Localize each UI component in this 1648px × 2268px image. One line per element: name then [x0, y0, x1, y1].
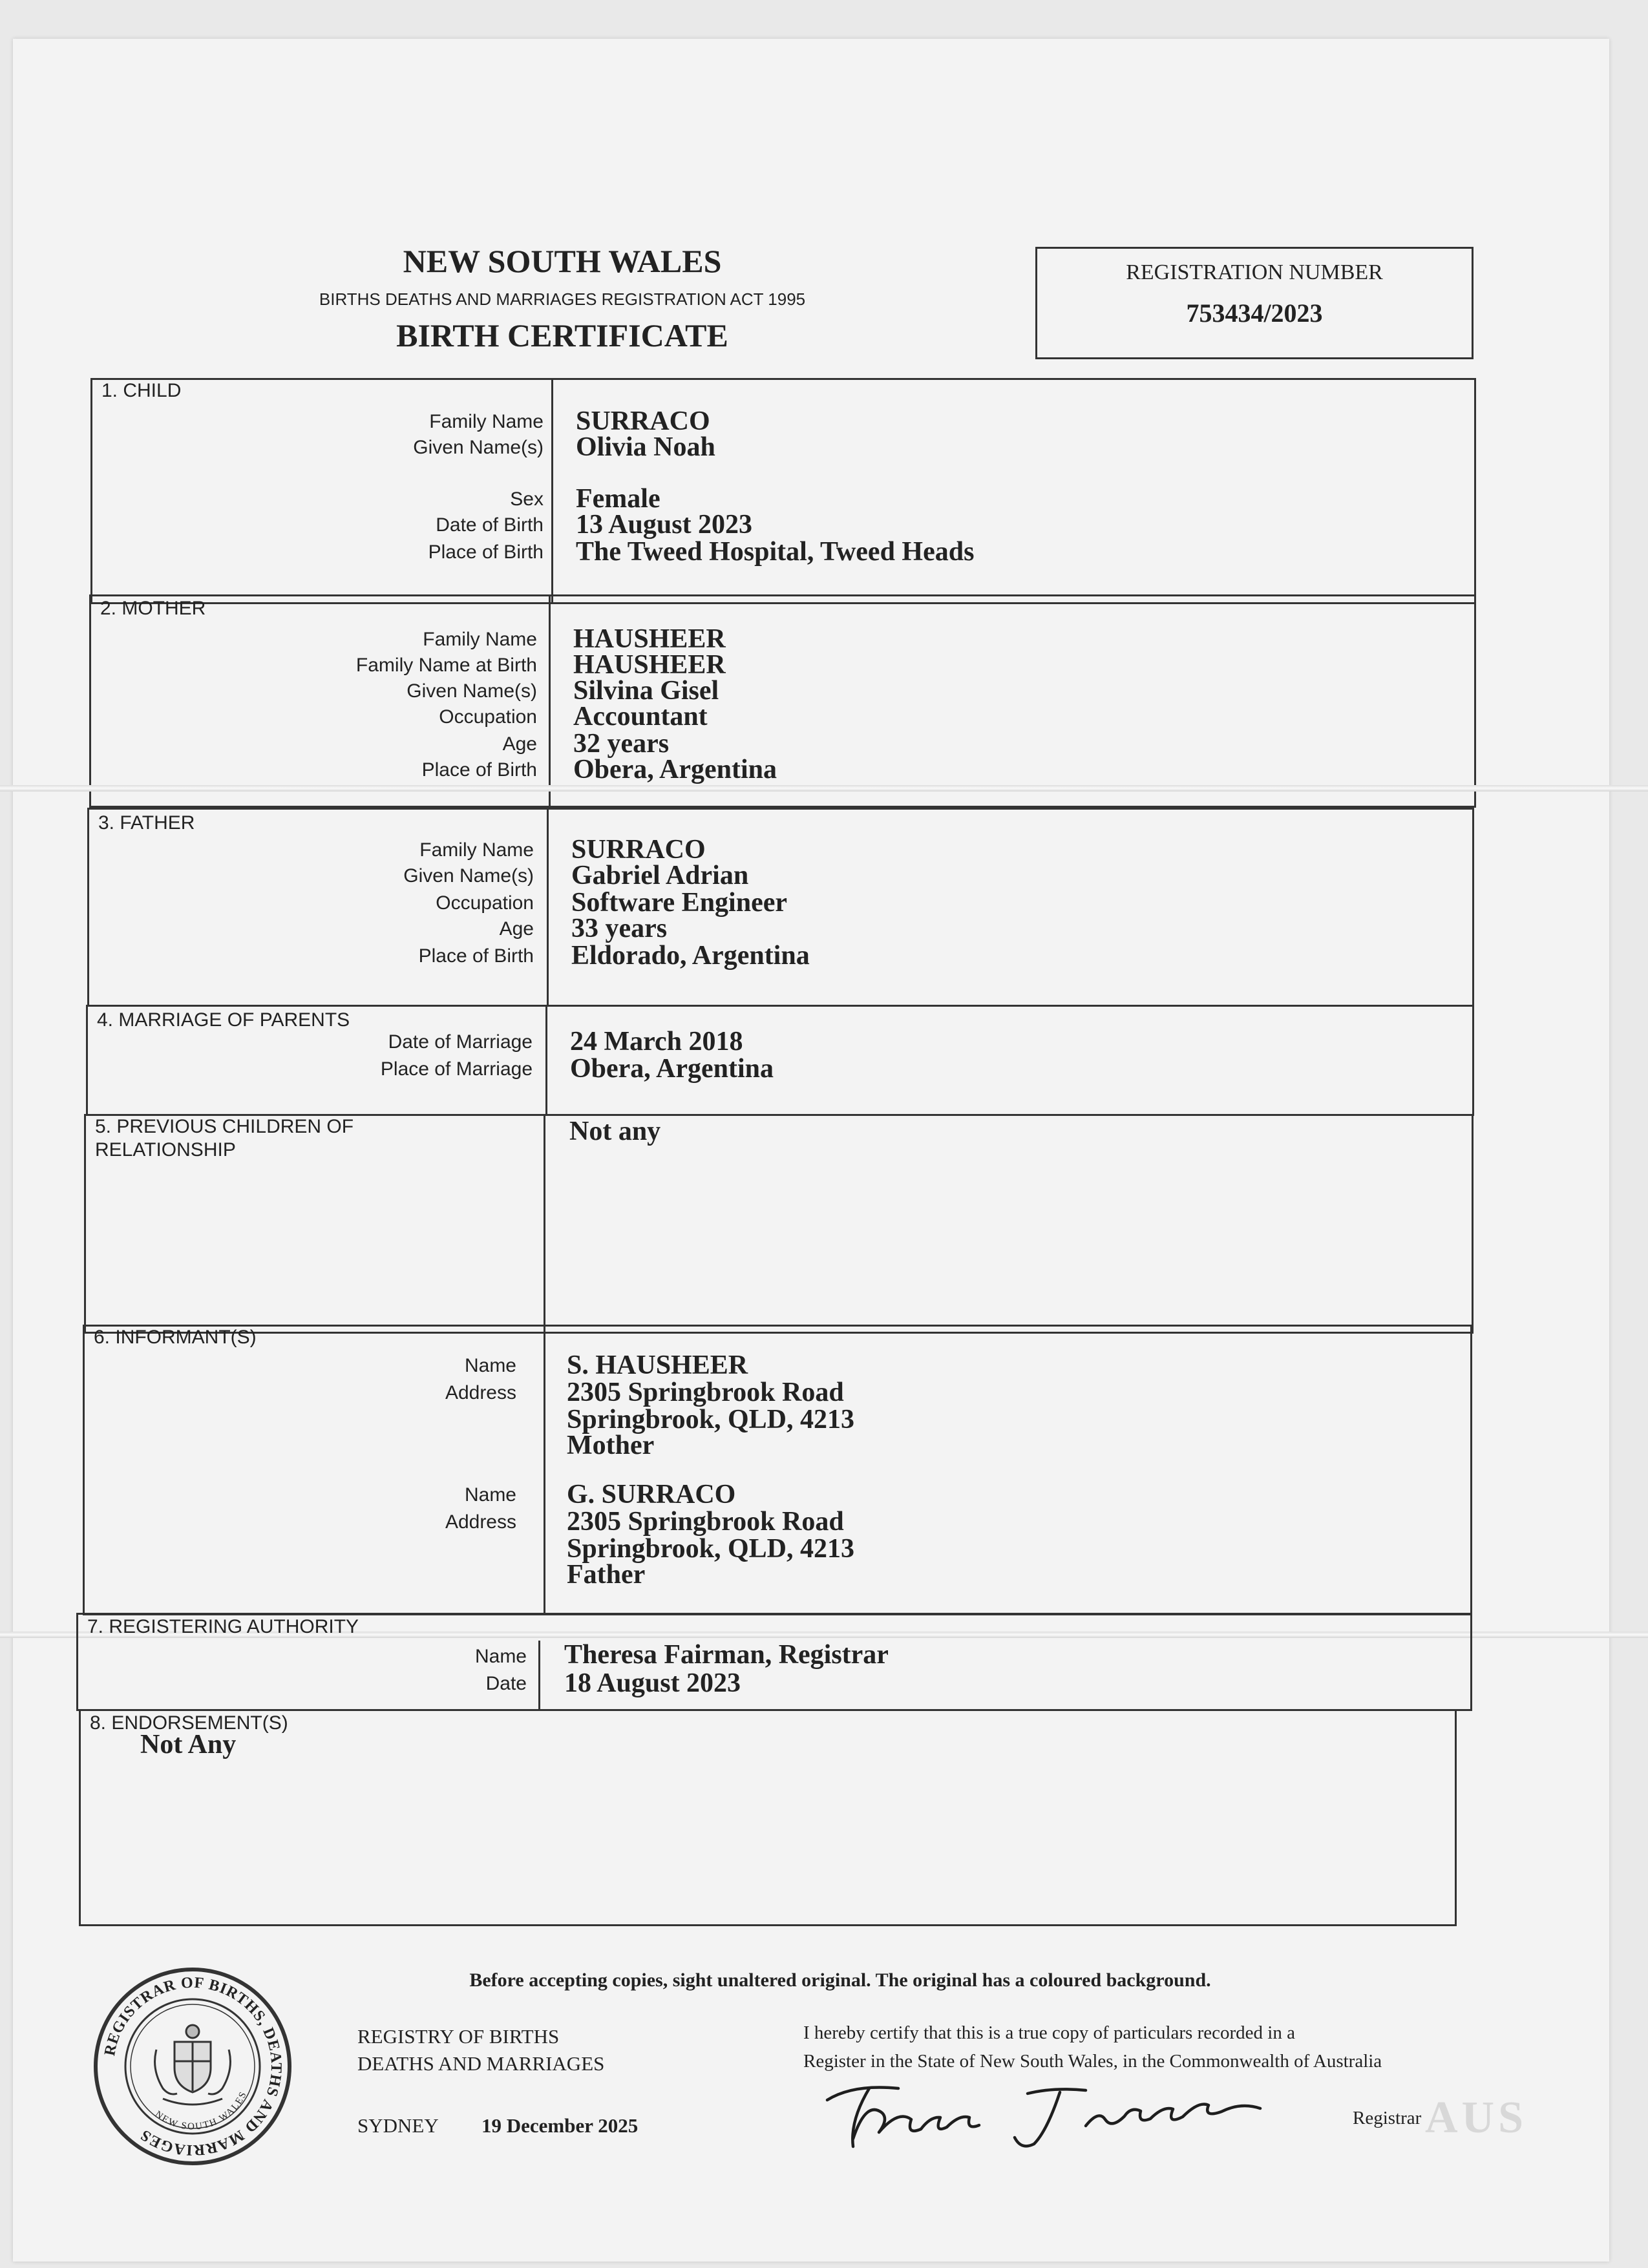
- section-title: 2. MOTHER: [100, 598, 206, 619]
- field-label: Date of Marriage: [388, 1031, 533, 1053]
- registrar-signature: [814, 2074, 1318, 2158]
- mother-place-of-birth: Obera, Argentina: [573, 755, 777, 784]
- field-label: Occupation: [436, 892, 534, 914]
- paper-fold: [0, 785, 1648, 792]
- field-label: Place of Birth: [421, 759, 537, 781]
- child-given-names: Olivia Noah: [576, 432, 715, 462]
- field-label: Family Name: [423, 629, 537, 650]
- issue-date: 19 December 2025: [481, 2114, 639, 2137]
- father-given-names: Gabriel Adrian: [571, 861, 749, 890]
- field-label: Age: [502, 733, 537, 755]
- svg-text:NEW SOUTH WALES: [153, 2090, 249, 2132]
- field-label: Age: [499, 918, 534, 940]
- field-label: Address: [445, 1511, 516, 1533]
- field-label: Name: [474, 1646, 527, 1667]
- field-label: Place of Birth: [418, 945, 534, 967]
- certification-line2: Register in the State of New South Wales, in the Commonwealth of Australia: [803, 2051, 1382, 2072]
- informant-1-address-line2: Springbrook, QLD, 4213: [567, 1405, 854, 1434]
- field-label: Given Name(s): [407, 680, 537, 702]
- issue-city: SYDNEY: [357, 2114, 439, 2137]
- child-place-of-birth: The Tweed Hospital, Tweed Heads: [576, 537, 975, 567]
- section-title: 1. CHILD: [101, 380, 182, 401]
- document-title: BIRTH CERTIFICATE: [396, 317, 728, 353]
- field-label: Sex: [510, 488, 544, 510]
- section-title: 8. ENDORSEMENT(S): [90, 1712, 288, 1734]
- informant-1-relation: Mother: [567, 1431, 655, 1460]
- seal-inner-text: NEW SOUTH WALES: [153, 2089, 249, 2132]
- informant-2-address-line2: Springbrook, QLD, 4213: [567, 1534, 854, 1564]
- section-title: 4. MARRIAGE OF PARENTS: [97, 1009, 350, 1031]
- field-label: Date: [485, 1673, 527, 1694]
- registry-name-line2: DEATHS AND MARRIAGES: [357, 2052, 605, 2075]
- section-title: 5. PREVIOUS CHILDREN OF: [95, 1116, 354, 1137]
- section-title-line2: RELATIONSHIP: [95, 1139, 236, 1160]
- informant-2-relation: Father: [567, 1560, 646, 1590]
- section-father: [87, 808, 1474, 1007]
- certification-line1: I hereby certify that this is a true copy of particulars recorded in a: [803, 2022, 1295, 2043]
- section-mother: [89, 594, 1476, 808]
- registration-number: 753434/2023: [1186, 299, 1323, 328]
- father-age: 33 years: [571, 914, 668, 943]
- mother-given-names: Silvina Gisel: [573, 676, 719, 706]
- section-child: [90, 378, 1476, 604]
- state-title: NEW SOUTH WALES: [403, 243, 722, 279]
- field-label: Given Name(s): [403, 865, 534, 887]
- field-label: Place of Marriage: [380, 1058, 533, 1080]
- field-label: Address: [445, 1382, 516, 1403]
- father-occupation: Software Engineer: [571, 888, 788, 918]
- section-registering-authority: [76, 1613, 1472, 1711]
- registrar-label: Registrar: [1353, 2108, 1422, 2128]
- section-title: 6. INFORMANT(S): [94, 1327, 257, 1348]
- field-label: Name: [464, 1355, 516, 1376]
- informant-2-name: G. SURRACO: [567, 1480, 736, 1509]
- child-sex: Female: [576, 484, 660, 514]
- mother-occupation: Accountant: [573, 702, 708, 731]
- child-date-of-birth: 13 August 2023: [576, 510, 753, 540]
- field-label: Family Name: [419, 839, 534, 861]
- section-title: 3. FATHER: [98, 812, 195, 834]
- registration-date: 18 August 2023: [564, 1668, 741, 1698]
- coat-of-arms-icon: [155, 2025, 231, 2105]
- section-title: 7. REGISTERING AUTHORITY: [87, 1616, 359, 1637]
- father-family-name: SURRACO: [571, 835, 706, 865]
- section-previous-children: [84, 1114, 1474, 1334]
- mother-age: 32 years: [573, 729, 670, 759]
- field-label: Given Name(s): [413, 437, 544, 458]
- father-place-of-birth: Eldorado, Argentina: [571, 941, 810, 971]
- field-label: Place of Birth: [428, 541, 544, 563]
- informant-1-name: S. HAUSHEER: [567, 1350, 748, 1380]
- informant-1-address-line1: 2305 Springbrook Road: [567, 1378, 844, 1407]
- previous-children-value: Not any: [569, 1117, 661, 1146]
- mother-family-name: HAUSHEER: [573, 624, 726, 654]
- field-label: Occupation: [439, 706, 537, 728]
- section-marriage: [86, 1005, 1474, 1116]
- registrar-seal: [92, 1966, 293, 2167]
- section-endorsements: [79, 1709, 1457, 1926]
- seal-text: REGISTRAR OF BIRTHS, DEATHS AND MARRIAGES: [101, 1974, 285, 2159]
- marriage-date: 24 March 2018: [570, 1027, 743, 1056]
- field-label: Family Name: [429, 411, 544, 432]
- marriage-place: Obera, Argentina: [570, 1054, 774, 1084]
- field-label: Name: [464, 1484, 516, 1506]
- endorsement-value: Not Any: [140, 1730, 237, 1759]
- mother-family-name-at-birth: HAUSHEER: [573, 650, 726, 680]
- registration-label: REGISTRATION NUMBER: [1126, 260, 1383, 284]
- authenticity-warning: Before accepting copies, sight unaltered original. The original has a coloured background.: [469, 1969, 1211, 1991]
- section-informants: [83, 1325, 1472, 1615]
- registry-name-line1: REGISTRY OF BIRTHS: [357, 2025, 560, 2048]
- informant-2-address-line1: 2305 Springbrook Road: [567, 1507, 844, 1537]
- child-family-name: SURRACO: [576, 406, 710, 436]
- field-label: Date of Birth: [436, 514, 544, 536]
- registrar-name: Theresa Fairman, Registrar: [564, 1640, 889, 1670]
- act-subtitle: BIRTHS DEATHS AND MARRIAGES REGISTRATION ACT 1995: [319, 289, 806, 309]
- field-label: Family Name at Birth: [355, 655, 537, 676]
- watermark-text: AUS: [1425, 2093, 1528, 2143]
